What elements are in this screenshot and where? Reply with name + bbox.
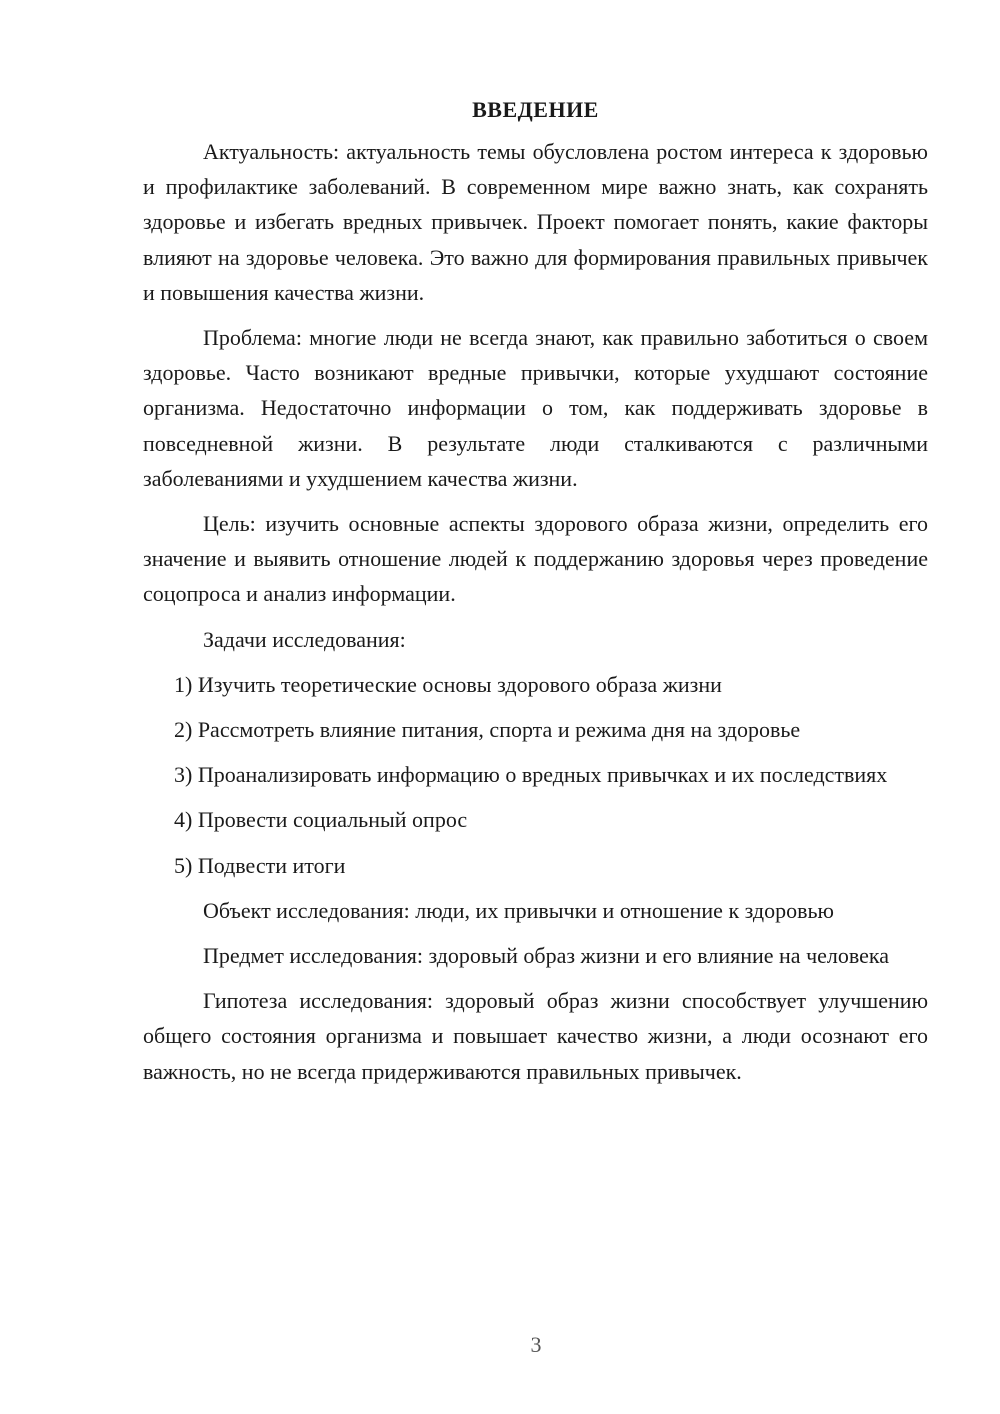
object-paragraph: Объект исследования: люди, их привычки и отношение к здоровью: [203, 897, 834, 923]
page-content: [143, 92, 928, 1099]
task-item: 3) Проанализировать информацию о вредных привычках и их последствиях: [174, 762, 888, 788]
task-item: 5) Подвести итоги: [174, 852, 346, 878]
subject-paragraph: Предмет исследования: здоровый образ жизни и его влияние на человека: [203, 943, 890, 969]
problem-paragraph: Проблема: многие люди не всегда знают, как правильно заботиться о своем здоровье. Часто возникают вредные привычки, которые ухудшают состояние организма. Недостаточно информации о том, как поддерживать здоровье в повседневной жизни. В результате люди сталкиваются с различными заболеваниями и ухудшением качества жизни.: [143, 325, 928, 491]
task-item: 1) Изучить теоретические основы здорового образа жизни: [174, 671, 722, 697]
tasks-heading: Задачи исследования:: [203, 626, 406, 652]
page-number: 3: [530, 1332, 542, 1357]
hypothesis-paragraph: Гипотеза исследования: здоровый образ жизни способствует улучшению общего состояния организма и повышает качество жизни, а люди осознают его важность, но не всегда придерживаются правильных привычек.: [143, 988, 928, 1084]
section-title: ВВЕДЕНИЕ: [472, 97, 599, 122]
goal-paragraph: Цель: изучить основные аспекты здорового образа жизни, определить его значение и выявить отношение людей к поддержанию здоровья через проведение соцопроса и анализ информации.: [143, 511, 928, 607]
relevance-paragraph: Актуальность: актуальность темы обусловлена ростом интереса к здоровью и профилактике заболеваний. В современном мире важно знать, как сохранять здоровье и избегать вредных привычек. Проект помогает понять, какие факторы влияют на здоровье человека. Это важно для формирования правильных привычек и повышения качества жизни.: [143, 139, 928, 305]
tasks-list: [143, 667, 928, 883]
task-item: 2) Рассмотреть влияние питания, спорта и режима дня на здоровье: [174, 717, 801, 743]
task-item: 4) Провести социальный опрос: [174, 807, 468, 833]
